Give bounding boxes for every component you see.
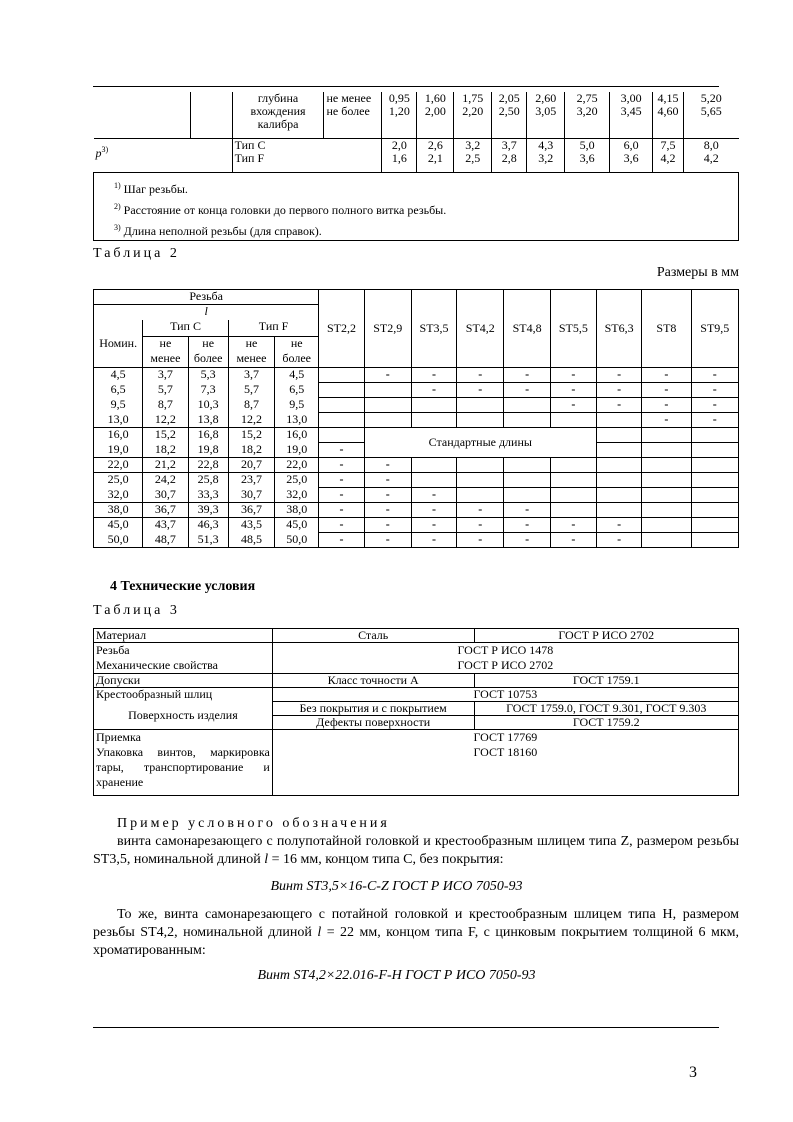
blank-cell xyxy=(642,503,691,518)
table-row xyxy=(94,533,739,548)
gost-cell: ГОСТ Р ИСО 1478 xyxy=(457,643,554,657)
type-labels: Тип С Тип F xyxy=(232,138,382,172)
dash-cell: - xyxy=(691,383,738,398)
limit-cell: 30,7 xyxy=(228,488,274,503)
dash-cell: - xyxy=(364,488,411,503)
blank-cell xyxy=(457,488,504,503)
blank-cell xyxy=(597,443,642,458)
size-header: ST4,8 xyxy=(504,290,550,368)
dash-cell: - xyxy=(319,473,364,488)
nominal-cell: 19,0 xyxy=(94,443,143,458)
blank-cell xyxy=(319,398,364,413)
blank-cell xyxy=(319,383,364,398)
dash-cell: - xyxy=(319,443,364,458)
limit-cell: 48,7 xyxy=(143,533,188,548)
limit-cell: 48,5 xyxy=(228,533,274,548)
blank-cell xyxy=(364,383,411,398)
gost-cell: ГОСТ 1759.1 xyxy=(474,674,739,688)
limit-cell: 18,2 xyxy=(228,443,274,458)
dash-cell: - xyxy=(642,413,691,428)
dash-cell: - xyxy=(642,383,691,398)
mech-label: Механические свойства xyxy=(96,658,218,672)
blank-cell xyxy=(550,488,596,503)
ne-label: не xyxy=(188,337,228,352)
blank-cell xyxy=(504,458,550,473)
dash-cell: - xyxy=(364,503,411,518)
nominal-cell: 50,0 xyxy=(94,533,143,548)
blank-cell xyxy=(504,413,550,428)
dash-cell: - xyxy=(457,368,504,383)
limit-cell: 12,2 xyxy=(228,413,274,428)
dash-cell: - xyxy=(457,533,504,548)
dash-cell: - xyxy=(457,503,504,518)
depth-label: глубина вхождения калибра xyxy=(232,92,324,138)
blank-cell xyxy=(642,428,691,443)
blank-cell xyxy=(411,413,456,428)
limit-cell: 46,3 xyxy=(188,518,228,533)
designation-1: Винт ST3,5×16-C-Z ГОСТ Р ИСО 7050-93 xyxy=(270,879,523,894)
dash-cell: - xyxy=(691,368,738,383)
units-label: Размеры в мм xyxy=(656,265,739,280)
nominal-cell: 45,0 xyxy=(94,518,143,533)
blank-cell xyxy=(642,443,691,458)
limit-cell: 16,8 xyxy=(188,428,228,443)
dash-cell: - xyxy=(364,458,411,473)
dash-cell: - xyxy=(319,518,364,533)
blank-cell xyxy=(411,473,456,488)
limit-cell: 51,3 xyxy=(188,533,228,548)
size-header: ST4,2 xyxy=(457,290,504,368)
limit-cell: 6,5 xyxy=(275,383,319,398)
nominal-cell: 4,5 xyxy=(94,368,143,383)
blank-cell xyxy=(597,473,642,488)
blank-cell xyxy=(550,458,596,473)
nominal-cell: 16,0 xyxy=(94,428,143,443)
gost-cell: ГОСТ Р ИСО 2702 xyxy=(474,629,739,643)
blank-cell xyxy=(691,503,738,518)
packing-label: Упаковка винтов, маркировка тары, транспортирование и хранение xyxy=(96,745,270,789)
dash-cell: - xyxy=(504,503,550,518)
table-row xyxy=(94,503,739,518)
limit-cell: 43,5 xyxy=(228,518,274,533)
l-header: l xyxy=(94,305,319,320)
dash-cell: - xyxy=(550,533,596,548)
blank-cell xyxy=(597,413,642,428)
blank-cell xyxy=(411,458,456,473)
more-label: более xyxy=(275,352,319,368)
dash-cell: - xyxy=(411,518,456,533)
typeC-header: Тип С xyxy=(143,320,229,337)
thread-header: Резьба xyxy=(94,290,319,305)
surface-label: Поверхность изделия xyxy=(94,702,273,730)
blank-cell xyxy=(319,368,364,383)
coating-label: Без покрытия и с покрытием xyxy=(272,702,474,716)
ne-label: не xyxy=(143,337,188,352)
dash-cell: - xyxy=(550,383,596,398)
dash-cell: - xyxy=(411,503,456,518)
limit-cell: 22,8 xyxy=(188,458,228,473)
dash-cell: - xyxy=(411,368,456,383)
blank-cell xyxy=(691,533,738,548)
dash-cell: - xyxy=(457,518,504,533)
blank-cell xyxy=(597,488,642,503)
limit-cell: 5,7 xyxy=(228,383,274,398)
more-label: более xyxy=(188,352,228,368)
ne-label: не xyxy=(228,337,274,352)
limit-cell: 8,7 xyxy=(143,398,188,413)
blank-cell xyxy=(457,413,504,428)
limit-cell: 18,2 xyxy=(143,443,188,458)
limit-cell: 24,2 xyxy=(143,473,188,488)
table1-fragment: глубина вхождения калибра не менее не более 0,95 1,20 1,60 2,00 1,75 2,20 2,05 2,50 2,60 3,05 2,75 3,20 3,00 3,45 4,15 4,60 5,20 5,65 $p^{3)}$ Тип С Тип F 2,0 1,6 2,6 2,1 3,2 2,5 3,7 2,8 4,3 3,2 5,0 3,6 6,0 3,6 7,5 4,2 8,0 4,2 $^{1)}$ Шаг резьбы. $^{2)}$ Расстояние от конца головки до первого полного витка резьбы. $^{3)}$ Длина неполной резьбы (для справок). xyxy=(93,92,739,241)
blank-cell xyxy=(691,473,738,488)
blank-cell xyxy=(550,503,596,518)
size-header: ST5,5 xyxy=(550,290,596,368)
p-label: $p^{3)}$ xyxy=(95,144,109,160)
blank-cell xyxy=(364,398,411,413)
limit-cell: 25,0 xyxy=(275,473,319,488)
footnotes: $^{1)}$ Шаг резьбы. $^{2)}$ Расстояние от конца головки до первого полного витка резьбы. $^{3)}$ Длина неполной резьбы (для справок). xyxy=(94,172,739,240)
gost-cell: ГОСТ 18160 xyxy=(473,745,538,759)
accuracy-label: Класс точности А xyxy=(272,674,474,688)
acceptance-label: Приемка xyxy=(96,730,141,744)
dash-cell: - xyxy=(504,383,550,398)
blank-cell xyxy=(691,518,738,533)
table-row xyxy=(94,368,739,383)
nominal-cell: 13,0 xyxy=(94,413,143,428)
page-number: 3 xyxy=(689,1064,697,1081)
dash-cell: - xyxy=(642,398,691,413)
limit-cell: 33,3 xyxy=(188,488,228,503)
dash-cell: - xyxy=(691,413,738,428)
blank-cell xyxy=(457,458,504,473)
limit-cell: 5,3 xyxy=(188,368,228,383)
ne-label: не xyxy=(275,337,319,352)
nominal-cell: 38,0 xyxy=(94,503,143,518)
dash-cell: - xyxy=(550,368,596,383)
dash-cell: - xyxy=(504,368,550,383)
limit-cell: 7,3 xyxy=(188,383,228,398)
blank-cell xyxy=(597,428,642,443)
dash-cell: - xyxy=(597,368,642,383)
blank-cell xyxy=(319,413,364,428)
dash-cell: - xyxy=(504,518,550,533)
dash-cell: - xyxy=(597,398,642,413)
size-header: ST3,5 xyxy=(411,290,456,368)
nominal-cell: 25,0 xyxy=(94,473,143,488)
size-header: ST2,9 xyxy=(364,290,411,368)
limit-cell: 3,7 xyxy=(143,368,188,383)
blank-cell xyxy=(504,473,550,488)
table-row xyxy=(94,413,739,428)
nominal-cell: 9,5 xyxy=(94,398,143,413)
limit-cell: 8,7 xyxy=(228,398,274,413)
size-header: ST9,5 xyxy=(691,290,738,368)
thread-label: Резьба xyxy=(96,643,130,657)
dash-cell: - xyxy=(457,383,504,398)
limit-cell: 32,0 xyxy=(275,488,319,503)
limit-cell: 4,5 xyxy=(275,368,319,383)
limit-cell: 15,2 xyxy=(143,428,188,443)
limit-cell: 13,0 xyxy=(275,413,319,428)
table-row xyxy=(94,383,739,398)
gost-cell: ГОСТ Р ИСО 2702 xyxy=(457,658,554,672)
table2-body xyxy=(94,368,739,548)
dash-cell: - xyxy=(364,518,411,533)
table3-caption: Таблица 3 xyxy=(93,603,180,618)
limit-cell: 43,7 xyxy=(143,518,188,533)
limit-cell: 13,8 xyxy=(188,413,228,428)
limit-cell: 19,0 xyxy=(275,443,319,458)
dash-cell: - xyxy=(364,533,411,548)
limit-cell: 9,5 xyxy=(275,398,319,413)
blank-cell xyxy=(642,533,691,548)
standard-lengths-label: Стандартные длины xyxy=(364,428,596,458)
blank-cell xyxy=(597,458,642,473)
table-row xyxy=(94,488,739,503)
typeF-header: Тип F xyxy=(228,320,319,337)
limit-cell: 15,2 xyxy=(228,428,274,443)
limit-cell: 36,7 xyxy=(143,503,188,518)
blank-cell xyxy=(319,428,364,443)
dash-cell: - xyxy=(364,473,411,488)
table-row xyxy=(94,458,739,473)
dash-cell: - xyxy=(319,503,364,518)
dash-cell: - xyxy=(642,368,691,383)
limit-cell: 39,3 xyxy=(188,503,228,518)
blank-cell xyxy=(642,518,691,533)
blank-cell xyxy=(691,458,738,473)
limit-cell: 30,7 xyxy=(143,488,188,503)
limit-cell: 45,0 xyxy=(275,518,319,533)
limit-cell: 22,0 xyxy=(275,458,319,473)
defects-label: Дефекты поверхности xyxy=(272,716,474,730)
blank-cell xyxy=(597,503,642,518)
dash-cell: - xyxy=(411,383,456,398)
limit-cell: 36,7 xyxy=(228,503,274,518)
material-label: Материал xyxy=(94,629,273,643)
gost-cell: ГОСТ 10753 xyxy=(272,688,738,702)
limit-cell: 50,0 xyxy=(275,533,319,548)
blank-cell xyxy=(364,413,411,428)
limit-cell: 25,8 xyxy=(188,473,228,488)
blank-cell xyxy=(411,398,456,413)
blank-cell xyxy=(550,473,596,488)
dash-cell: - xyxy=(364,368,411,383)
example-title: Пример условного обозначения xyxy=(117,816,390,831)
nominal-cell: 22,0 xyxy=(94,458,143,473)
dash-cell: - xyxy=(504,533,550,548)
blank-cell xyxy=(642,488,691,503)
tolerances-label: Допуски xyxy=(94,674,273,688)
limit-cell: 16,0 xyxy=(275,428,319,443)
gost-cell: ГОСТ 1759.0, ГОСТ 9.301, ГОСТ 9.303 xyxy=(474,702,739,716)
table-row xyxy=(94,398,739,413)
limit-cell: 12,2 xyxy=(143,413,188,428)
blank-cell xyxy=(504,398,550,413)
dash-cell: - xyxy=(597,383,642,398)
nominal-cell: 32,0 xyxy=(94,488,143,503)
dash-cell: - xyxy=(319,488,364,503)
blank-cell xyxy=(642,473,691,488)
dash-cell: - xyxy=(691,398,738,413)
nominal-header: Номин. xyxy=(94,337,143,352)
steel-label: Сталь xyxy=(272,629,474,643)
section-title: 4 Технические условия xyxy=(110,579,256,594)
blank-cell xyxy=(550,413,596,428)
size-header: ST6,3 xyxy=(597,290,642,368)
limit-cell: 19,8 xyxy=(188,443,228,458)
nominal-cell: 6,5 xyxy=(94,383,143,398)
limit-cell: 21,2 xyxy=(143,458,188,473)
example-paragraph-1: винта самонарезающего с полупотайной головкой и крестообразным шлицем типа Z, размером резьбы ST3,5, номинальной длиной l = 16 мм, концом типа С, без покрытия: xyxy=(93,834,739,867)
gost-cell: ГОСТ 17769 xyxy=(473,730,538,744)
size-header: ST2,2 xyxy=(319,290,364,368)
min-max-labels: не менее не более xyxy=(324,92,382,138)
blank-cell xyxy=(691,443,738,458)
table2-caption: Таблица 2 xyxy=(93,246,180,261)
dash-cell: - xyxy=(597,518,642,533)
limit-cell: 23,7 xyxy=(228,473,274,488)
dash-cell: - xyxy=(319,533,364,548)
table2 xyxy=(93,289,739,548)
top-rule xyxy=(93,86,719,87)
limit-cell: 20,7 xyxy=(228,458,274,473)
size-header: ST8 xyxy=(642,290,691,368)
limit-cell: 38,0 xyxy=(275,503,319,518)
table3 xyxy=(93,628,739,796)
dash-cell: - xyxy=(597,533,642,548)
designation-2: Винт ST4,2×22.016-F-H ГОСТ Р ИСО 7050-93 xyxy=(257,968,536,983)
blank-cell xyxy=(691,488,738,503)
table-row xyxy=(94,518,739,533)
table-row xyxy=(94,428,739,443)
dash-cell: - xyxy=(411,533,456,548)
limit-cell: 10,3 xyxy=(188,398,228,413)
example-paragraph-2: То же, винта самонарезающего с потайной головкой и крестообразным шлицем типа Н, размером резьбы ST4,2, номинальной длиной l = 22 мм, концом типа F, с цинковым покрытием толщиной 6 мкм, хроматированным: xyxy=(93,907,740,958)
blank-cell xyxy=(642,458,691,473)
less-label: менее xyxy=(143,352,188,368)
limit-cell: 5,7 xyxy=(143,383,188,398)
bottom-rule xyxy=(93,1027,719,1028)
cross-slot-label: Крестообразный шлиц xyxy=(94,688,273,702)
blank-cell xyxy=(691,428,738,443)
dash-cell: - xyxy=(319,458,364,473)
dash-cell: - xyxy=(411,488,456,503)
less-label: менее xyxy=(228,352,274,368)
dash-cell: - xyxy=(550,398,596,413)
blank-cell xyxy=(504,488,550,503)
blank-cell xyxy=(457,473,504,488)
blank-cell xyxy=(457,398,504,413)
dash-cell: - xyxy=(550,518,596,533)
gost-cell: ГОСТ 1759.2 xyxy=(474,716,739,730)
limit-cell: 3,7 xyxy=(228,368,274,383)
table-row xyxy=(94,473,739,488)
